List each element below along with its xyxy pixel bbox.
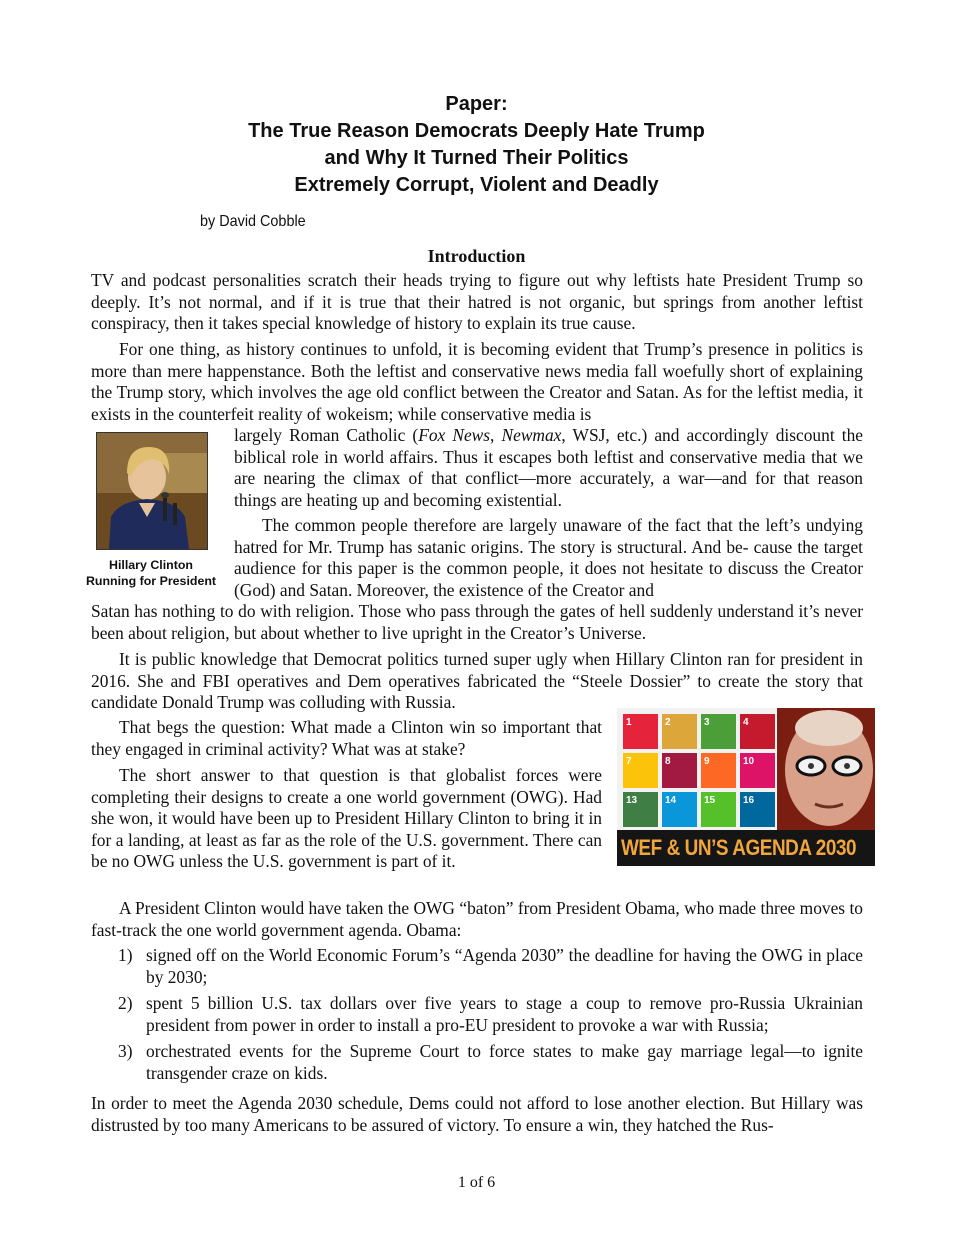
list-item-number: 1) bbox=[118, 945, 133, 965]
title-line-2: The True Reason Democrats Deeply Hate Trump bbox=[248, 120, 705, 142]
caption-line-1: Hillary Clinton bbox=[109, 558, 193, 572]
sdg-tile-number: 7 bbox=[626, 756, 632, 767]
newmax-title: Newmax bbox=[501, 425, 562, 445]
paragraph-5: That begs the question: What made a Clinton win so important that they engaged in criminal activity? What was at stake? bbox=[91, 717, 602, 759]
sdg-tile-number: 14 bbox=[665, 795, 677, 806]
list-item bbox=[118, 1041, 863, 1084]
sdg-tile-number: 2 bbox=[665, 717, 671, 728]
agenda-2030-image bbox=[617, 708, 875, 866]
paragraph-2b bbox=[234, 425, 863, 511]
title-line-4: Extremely Corrupt, Violent and Deadly bbox=[294, 174, 659, 196]
caption-line-2: Running for President bbox=[85, 574, 217, 588]
paragraph-1: TV and podcast personalities scratch their heads trying to figure out why leftists hate President Trump so deeply. It’s not normal, and if it is true that their hatred is not organic, but springs from another leftist conspiracy, then it takes special knowledge of history to explain its true cause. bbox=[91, 270, 863, 334]
list-item-text: signed off on the World Economic Forum’s “Agenda 2030” the deadline for having the OWG in place by 2030; bbox=[146, 945, 863, 987]
photo-caption bbox=[76, 557, 226, 589]
sdg-tile-number: 4 bbox=[743, 717, 749, 728]
p2b-text-2: , WSJ, etc.) and accordingly discount the biblical role in world affairs. Thus it escapes both leftist and conservative media that we are nearing the climax of that conflict—more accurately, a war—and for that reason things are heating up and becoming existential. bbox=[234, 425, 864, 510]
sdg-tile-number: 1 bbox=[626, 717, 632, 728]
paragraph-3b: Satan has nothing to do with religion. Those who pass through the gates of hell suddenly understand it’s never been about religion, but about whether to live upright in the Creator’s Universe. bbox=[91, 601, 863, 643]
hillary-clinton-photo bbox=[96, 432, 208, 550]
sdg-tile-number: 9 bbox=[704, 756, 710, 767]
list-item-number: 2) bbox=[118, 993, 133, 1014]
list-item-number: 3) bbox=[118, 1041, 133, 1062]
list-item-text: orchestrated events for the Supreme Court to force states to make gay marriage legal—to ignite transgender craze on kids. bbox=[146, 1041, 863, 1083]
paragraph-7: A President Clinton would have taken the OWG “baton” from President Obama, who made three moves to fast-track the one world government agenda. Obama: bbox=[91, 898, 863, 940]
list-item bbox=[118, 945, 863, 988]
page-number: 1 of 6 bbox=[457, 1174, 496, 1191]
paragraph-2a: For one thing, as history continues to unfold, it is becoming evident that Trump’s presence in politics is more than mere happenstance. Both the leftist and conservative news media fall woefully short of explaining the Trump story, which involves the age old conflict between the Creator and Satan. As for the leftist media, it exists in the counterfeit reality of wokeism; while conservative media is bbox=[91, 339, 863, 424]
title-line-1: Paper: bbox=[445, 93, 508, 115]
sdg-tile-number: 15 bbox=[704, 795, 716, 806]
list-item bbox=[118, 993, 863, 1036]
paper-title bbox=[0, 91, 953, 199]
paragraph-4: It is public knowledge that Democrat politics turned super ugly when Hillary Clinton ran for president in 2016. She and FBI operatives and Dem operatives fabricated the “Steele Dossier” to create the story that candidate Donald Trump was colluding with Russia. bbox=[91, 649, 863, 713]
list-item-text: spent 5 billion U.S. tax dollars over five years to stage a coup to remove pro-Russia Ukrainian president from power in order to install a pro-EU president to provoke a war with Russia; bbox=[146, 993, 863, 1035]
sdg-tile-number: 13 bbox=[626, 795, 638, 806]
p2b-text-1: largely Roman Catholic ( bbox=[234, 425, 419, 445]
byline: by David Cobble bbox=[200, 213, 306, 230]
fox-news-title: Fox News bbox=[418, 425, 491, 445]
title-line-3: and Why It Turned Their Politics bbox=[324, 147, 629, 169]
paragraph-8: In order to meet the Agenda 2030 schedule, Dems could not afford to lose another election. But Hillary was distrusted by too many Americans to be assured of victory. To ensure a win, they hatched the Rus- bbox=[91, 1093, 863, 1135]
paragraph-3a: The common people therefore are largely unaware of the fact that the left’s undying hatred for Mr. Trump has satanic origins. The story is structural. And be- cause the target audience for this paper is the common people, it does not hesitate to discuss the Creator (God) and Satan. Moreover, the existence of the Creator and bbox=[234, 515, 863, 600]
sdg-tile-number: 10 bbox=[743, 756, 755, 767]
obama-moves-list bbox=[118, 945, 863, 1090]
agenda-banner: WEF & UN’S AGENDA 2030 bbox=[621, 835, 857, 860]
p2b-sep: , bbox=[490, 425, 502, 445]
paragraph-6: The short answer to that question is that globalist forces were completing their designs to create a one world government (OWG). Had she won, it would have been up to President Hillary Clinton to bring it in for a landing, at least as far as the role of the U.S. government. There can be no OWG unless the U.S. government is part of it. bbox=[91, 765, 602, 872]
section-heading: Introduction bbox=[427, 246, 526, 266]
sdg-tile-number: 16 bbox=[743, 795, 755, 806]
sdg-tile-number: 3 bbox=[704, 717, 710, 728]
sdg-tile-number: 8 bbox=[665, 756, 671, 767]
